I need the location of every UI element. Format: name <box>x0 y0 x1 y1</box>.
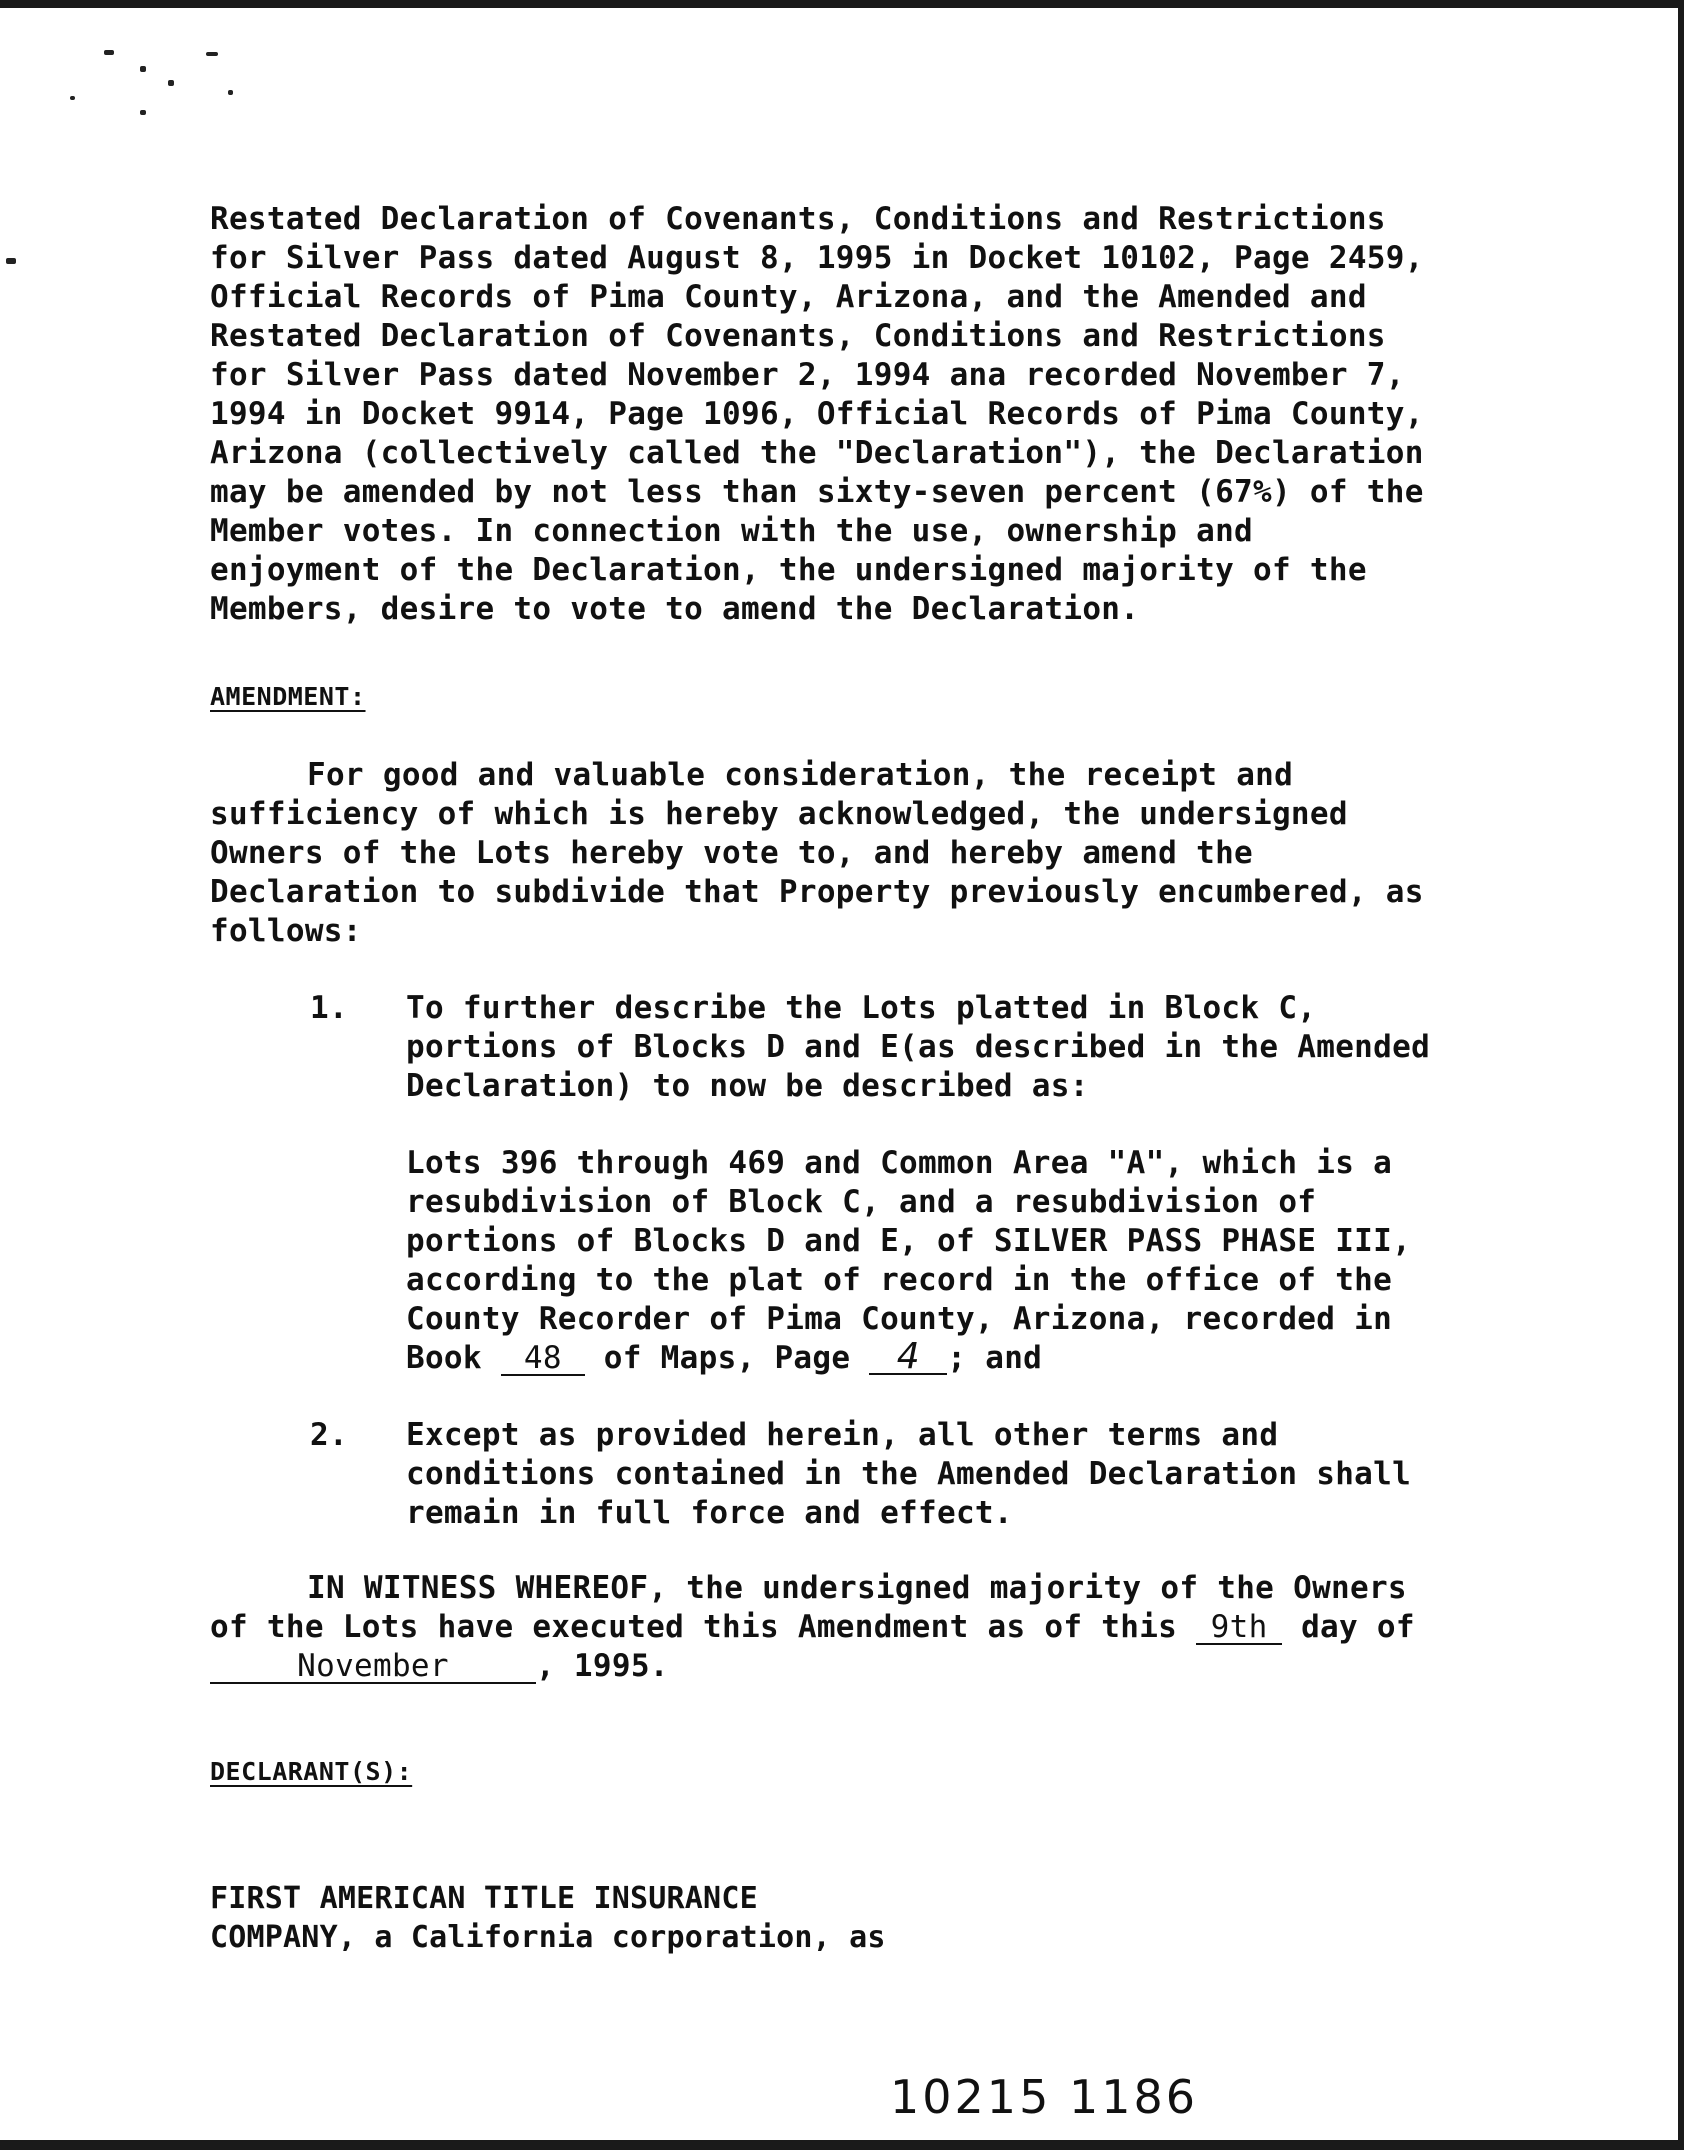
amendment-paragraph: For good and valuable consideration, the receipt and sufficiency of which is hereby acknowledged, the undersigned Owners of the Lots hereby vote to, and hereby amend the Declaration to subdivide that Property previously encumbered, as follows: <box>210 757 1424 949</box>
witness-day-of: day of <box>1282 1609 1415 1645</box>
declarants-heading: DECLARANT(S): <box>210 1757 413 1786</box>
witness-line-1: IN WITNESS WHEREOF, the undersigned majority of the Owners <box>307 1570 1407 1606</box>
witness-clause <box>210 1569 1480 1686</box>
scan-speck <box>206 52 218 56</box>
page-number-field: 4 <box>869 1341 947 1375</box>
month-field: November <box>210 1650 536 1684</box>
scan-speck <box>6 258 16 264</box>
page-edge-right <box>1678 0 1684 2150</box>
list-item-text: Except as provided herein, all other terms and conditions contained in the Amended Declaration shall remain in full force and effect. <box>406 1417 1412 1531</box>
maps-label: of Maps, Page <box>584 1340 870 1376</box>
scan-speck <box>70 96 75 100</box>
amendment-heading: AMENDMENT: <box>210 682 366 711</box>
scan-speck <box>104 50 114 55</box>
list-item-number: 2. <box>310 1417 348 1453</box>
list-item-text: To further describe the Lots platted in Block C, portions of Blocks D and E(as described in the Amended Declaration) to now be described as: <box>406 990 1431 1104</box>
witness-line-2: of the Lots have executed this Amendment as of this <box>210 1609 1197 1645</box>
page-edge-bottom <box>0 2140 1684 2150</box>
list-item-number: 1. <box>310 990 348 1026</box>
book-number-field: 48 <box>501 1342 585 1376</box>
scan-speck <box>228 90 233 95</box>
scan-speck <box>140 110 146 115</box>
legal-description-text: Lots 396 through 469 and Common Area "A", which is a resubdivision of Block C, and a resubdivision of portions of Blocks D and E, of SILVER PASS PHASE III, according to the plat of record in the office of the County Recorder of Pima County, Arizona, recorded in <box>406 1145 1412 1337</box>
scan-speck <box>168 80 174 86</box>
legal-description <box>406 1144 1480 1378</box>
document-body <box>210 200 1480 1957</box>
page-edge-top <box>0 0 1684 8</box>
intro-paragraph: Restated Declaration of Covenants, Conditions and Restrictions for Silver Pass dated August 8, 1995 in Docket 10102, Page 2459, Official Records of Pima County, Arizona, and the Amended and Restated Declaration of Covenants, Conditions and Restrictions for Silver Pass dated November 2, 1994 ana recorded November 7, 1994 in Docket 9914, Page 1096, Official Records of Pima County, Arizona (collectively called the "Declaration"), the Declaration may be amended by not less than sixty-seven percent (67%) of the Member votes. In connection with the use, ownership and enjoyment of the Declaration, the undersigned majority of the Members, desire to vote to amend the Declaration. <box>210 201 1424 627</box>
witness-year: , 1995. <box>536 1648 669 1684</box>
docket-stamp: 10215 1186 <box>890 2070 1199 2124</box>
item-suffix: ; and <box>947 1340 1043 1376</box>
list-item <box>210 1416 1480 1533</box>
declarant-company: FIRST AMERICAN TITLE INSURANCE COMPANY, a California corporation, as <box>210 1881 886 1955</box>
scan-speck <box>140 66 146 72</box>
day-field: 9th <box>1196 1611 1282 1645</box>
book-label: Book <box>406 1340 501 1376</box>
list-item <box>210 989 1480 1378</box>
